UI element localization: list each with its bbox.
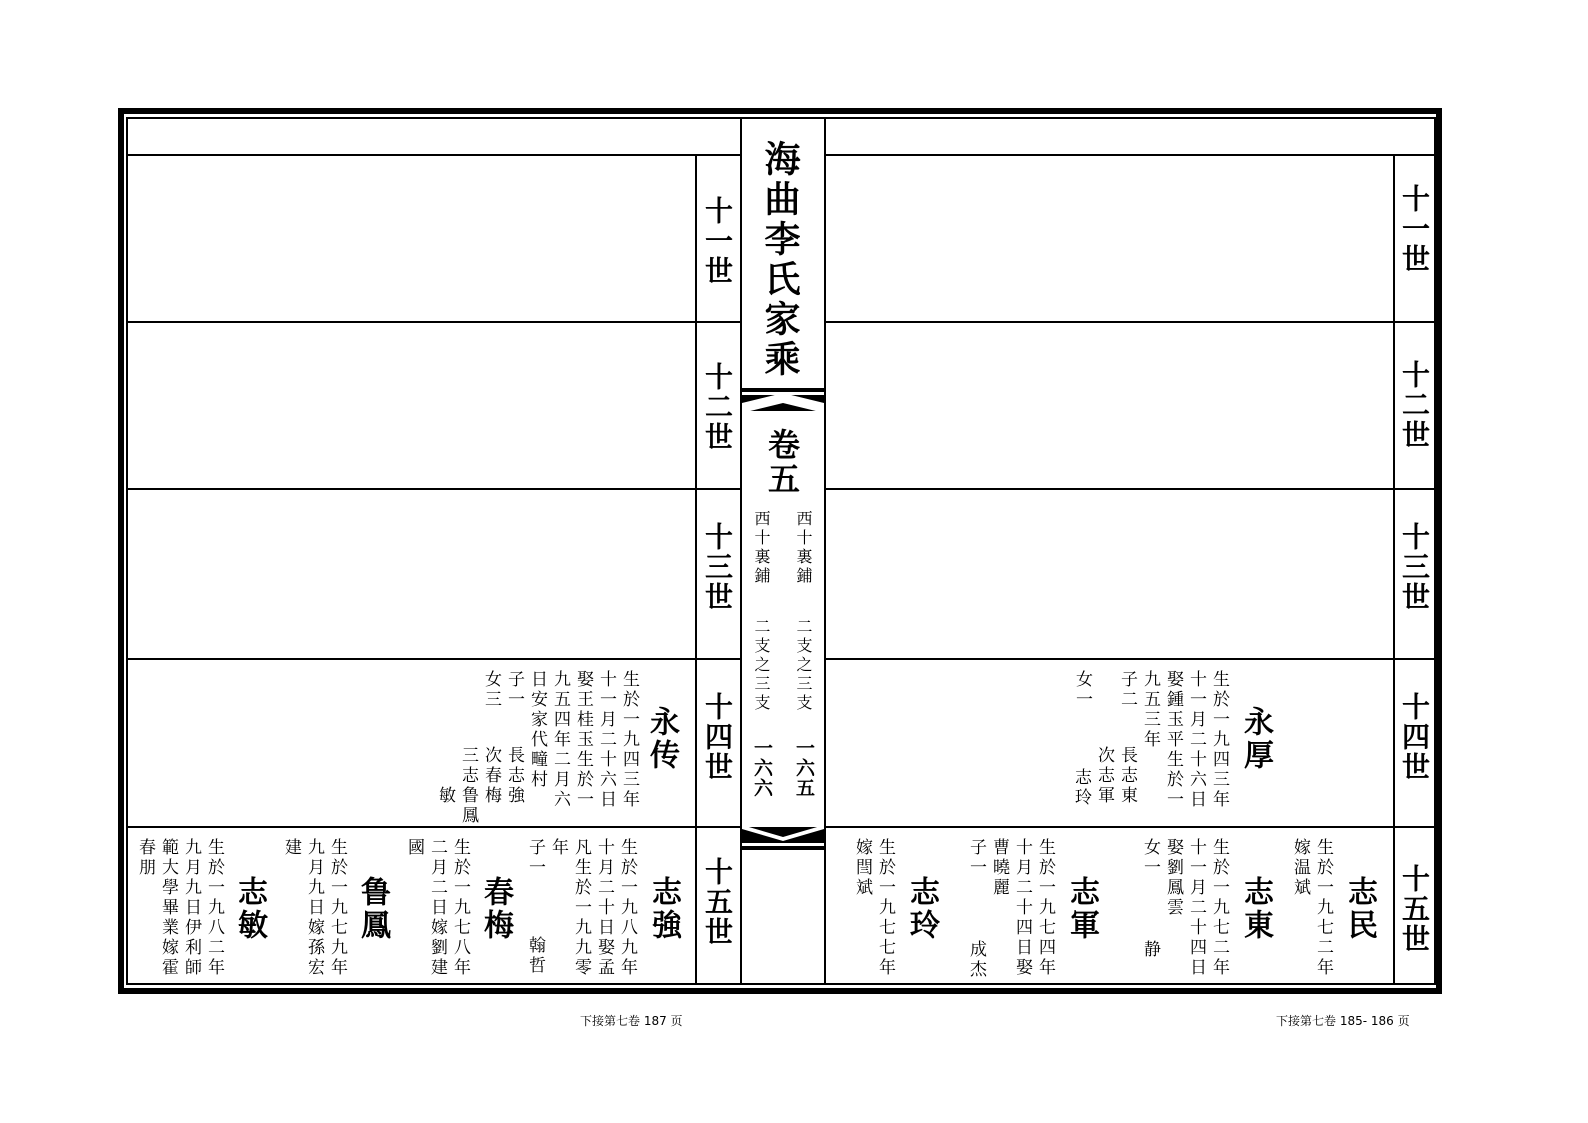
zhidong-detail-0: 生於一九七二年 xyxy=(1209,838,1229,978)
person-name-zhimin-left: 志敏 xyxy=(232,876,267,942)
yonghou-detail-1: 十一月二十六日 xyxy=(1186,670,1206,810)
branch-left: 西十裏鋪 xyxy=(752,510,771,586)
zhimin-left-detail-3: 春朋 xyxy=(135,838,155,878)
branch-right: 西十裏鋪 xyxy=(794,510,813,586)
chunmei-detail-0: 生於一九七八年 xyxy=(450,838,470,978)
yonghou-child-1: 次志軍 xyxy=(1094,746,1114,806)
zhiqiang-detail-1: 十月二十日娶孟 xyxy=(594,838,614,978)
left-page-footer: 下接第七卷 187 页 xyxy=(580,1014,683,1028)
person-name-yongchuan: 永传 xyxy=(644,706,679,772)
page-number-left: 一六六 xyxy=(751,738,773,798)
left-gen-14: 十四世 xyxy=(701,692,734,782)
person-name-lufeng: 鲁鳳 xyxy=(355,876,390,942)
yonghou-detail-4: 子二 xyxy=(1117,670,1137,710)
spine-notch-top xyxy=(742,393,824,423)
zhidong-detail-1: 十一月二十四日 xyxy=(1186,838,1206,978)
person-name-zhiqiang: 志強 xyxy=(646,876,681,942)
yongchuan-child-1: 次春梅 xyxy=(481,746,501,806)
yongchuan-detail-5: 子一 xyxy=(504,670,524,710)
left-row-line-4 xyxy=(126,826,740,828)
right-row-line-1 xyxy=(826,321,1436,323)
sub-branch-right: 二支之三支 xyxy=(794,618,813,713)
yongchuan-detail-2: 娶王桂玉生於一 xyxy=(573,670,593,810)
left-row-line-2 xyxy=(126,488,740,490)
person-name-zhidong: 志東 xyxy=(1238,876,1273,942)
zhimin-right-detail-1: 嫁温斌 xyxy=(1290,838,1310,898)
spine-right-line xyxy=(824,117,826,985)
sub-branch-left: 二支之三支 xyxy=(752,618,771,713)
zhimin-left-detail-2: 範大學畢業嫁霍 xyxy=(158,838,178,978)
zhijun-detail-0: 生於一九七四年 xyxy=(1035,838,1055,978)
zhiqiang-detail-0: 生於一九八九年 xyxy=(617,838,637,978)
volume-label: 卷五 xyxy=(763,428,801,496)
zhidong-detail-3: 女一 xyxy=(1140,838,1160,878)
left-gen-11: 十一世 xyxy=(701,196,734,286)
right-gen-13: 十三世 xyxy=(1398,522,1431,612)
zhimin-right-detail-0: 生於一九七二年 xyxy=(1313,838,1333,978)
left-gen-col-line xyxy=(695,155,697,985)
right-row-line-2 xyxy=(826,488,1436,490)
chunmei-detail-2: 國 xyxy=(404,838,424,858)
left-top-line xyxy=(126,154,740,156)
right-gen-12: 十二世 xyxy=(1398,360,1431,450)
right-page-footer: 下接第七卷 185- 186 页 xyxy=(1276,1014,1410,1028)
chunmei-detail-1: 二月二日嫁劉建 xyxy=(427,838,447,978)
person-name-chunmei: 春梅 xyxy=(478,876,513,942)
zhijun-detail-2: 曹曉麗 xyxy=(989,838,1009,898)
zhidong-detail-2: 娶劉鳳雲 xyxy=(1163,838,1183,918)
yongchuan-child-3: 敏 xyxy=(435,786,455,806)
zhijun-detail-3: 子一 xyxy=(966,838,986,878)
zhiling-detail-1: 嫁閆斌 xyxy=(852,838,872,898)
lufeng-detail-0: 生於一九七九年 xyxy=(327,838,347,978)
zhiqiang-child-1: 翰哲 xyxy=(525,936,545,976)
left-row-line-3 xyxy=(126,658,740,660)
right-row-line-3 xyxy=(826,658,1436,660)
lufeng-detail-1: 九月九日嫁孫宏 xyxy=(304,838,324,978)
zhiqiang-detail-3: 年 xyxy=(548,838,568,858)
yongchuan-child-0: 長志強 xyxy=(504,746,524,806)
yonghou-child-2: 志玲 xyxy=(1071,768,1091,808)
yonghou-child-0: 長志東 xyxy=(1117,746,1137,806)
zhiqiang-detail-2: 凡生於一九九零 xyxy=(571,838,591,978)
yonghou-detail-2: 娶鍾玉平生於一 xyxy=(1163,670,1183,810)
right-top-line xyxy=(826,154,1436,156)
person-name-zhiling: 志玲 xyxy=(904,876,939,942)
person-name-zhijun: 志軍 xyxy=(1064,876,1099,942)
spine-band-top xyxy=(742,388,824,392)
person-name-zhimin-right: 志民 xyxy=(1342,876,1377,942)
yongchuan-detail-1: 十一月二十六日 xyxy=(596,670,616,810)
zhimin-left-detail-1: 九月九日伊利師 xyxy=(181,838,201,978)
left-row-line-1 xyxy=(126,321,740,323)
zhijun-detail-4: 成杰 xyxy=(966,940,986,980)
yonghou-detail-0: 生於一九四三年 xyxy=(1209,670,1229,810)
zhiqiang-child-0: 子一 xyxy=(525,838,545,878)
left-gen-13: 十三世 xyxy=(701,522,734,612)
spine-notch-bottom xyxy=(742,815,824,845)
right-row-line-4 xyxy=(826,826,1436,828)
spine-band-bottom-2 xyxy=(742,846,824,850)
person-name-yonghou: 永厚 xyxy=(1238,706,1273,772)
zhijun-detail-1: 十月二十四日娶 xyxy=(1012,838,1032,978)
right-gen-14: 十四世 xyxy=(1398,692,1431,782)
zhimin-left-detail-0: 生於一九八二年 xyxy=(204,838,224,978)
yongchuan-child-2: 三志鲁鳳 xyxy=(458,746,478,826)
left-gen-15: 十五世 xyxy=(701,857,734,947)
yonghou-detail-3: 九五三年 xyxy=(1140,670,1160,750)
zhidong-detail-4: 静 xyxy=(1140,940,1160,960)
zhiling-detail-0: 生於一九七七年 xyxy=(875,838,895,978)
yongchuan-detail-6: 女三 xyxy=(481,670,501,710)
spine-left-line xyxy=(740,117,742,985)
right-gen-col-line xyxy=(1393,155,1395,985)
yongchuan-detail-4: 日安家代疃村 xyxy=(527,670,547,790)
yongchuan-detail-3: 九五四年二月六 xyxy=(550,670,570,810)
yonghou-detail-5: 女一 xyxy=(1072,670,1092,710)
right-gen-11: 十一世 xyxy=(1398,184,1431,274)
right-gen-15: 十五世 xyxy=(1398,864,1431,954)
book-title: 海曲李氏家乘 xyxy=(759,140,801,380)
left-gen-12: 十二世 xyxy=(701,362,734,452)
page-number-right: 一六五 xyxy=(793,738,815,798)
lufeng-detail-2: 建 xyxy=(281,838,301,858)
yongchuan-detail-0: 生於一九四三年 xyxy=(619,670,639,810)
